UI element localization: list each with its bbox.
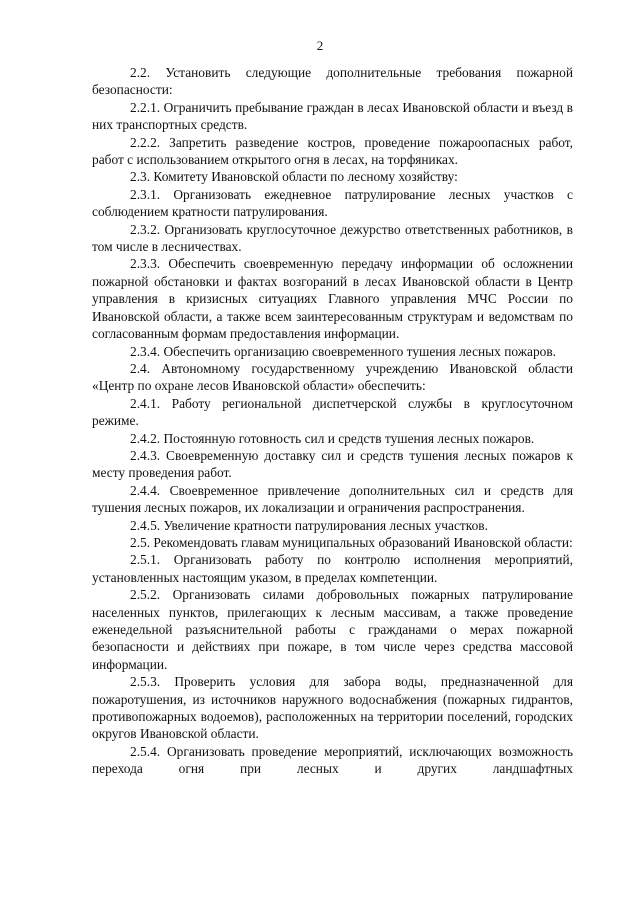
paragraph-2-5: 2.5. Рекомендовать главам муниципальных образований Ивановской области: bbox=[130, 534, 573, 550]
paragraph-2-4-5: 2.4.5. Увеличение кратности патрулирования лесных участков. bbox=[130, 517, 488, 533]
paragraph-2-5-4: 2.5.4. Организовать проведение мероприятий, исключающих возможность перехода огня при лесных и других ландшафтных bbox=[92, 743, 573, 777]
paragraph-2-3: 2.3. Комитету Ивановской области по лесному хозяйству: bbox=[130, 169, 458, 185]
paragraph-2-3-2: 2.3.2. Организовать круглосуточное дежурство ответственных работников, в том числе в лесничествах. bbox=[92, 221, 573, 255]
paragraph-2-3-1: 2.3.1. Организовать ежедневное патрулирование лесных участков с соблюдением кратности патрулирования. bbox=[92, 186, 573, 220]
paragraph-2-5-2: 2.5.2. Организовать силами добровольных пожарных патрулирование населенных пунктов, прилегающих к лесным массивам, а также проведение еженедельной разъяснительной работы с гражданами о мерах пожарной безопасности и действиях при пожаре, в том числе через средства массовой информации. bbox=[92, 587, 573, 672]
paragraph-2-3-4: 2.3.4. Обеспечить организацию своевременного тушения лесных пожаров. bbox=[130, 343, 557, 359]
paragraph-2-2: 2.2. Установить следующие дополнительные требования пожарной безопасности: bbox=[92, 65, 573, 98]
page-number: 2 bbox=[316, 38, 324, 53]
paragraph-2-4: 2.4. Автономному государственному учреждению Ивановской области «Центр по охране лесов Ивановской области» обеспечить: bbox=[92, 360, 573, 394]
paragraph-2-5-1: 2.5.1. Организовать работу по контролю исполнения мероприятий, установленных настоящим указом, в пределах компетенции. bbox=[92, 552, 573, 585]
paragraph-2-2-2: 2.2.2. Запретить разведение костров, проведение пожароопасных работ, работ с использованием открытого огня в лесах, на торфяниках. bbox=[92, 134, 573, 168]
paragraph-2-4-1: 2.4.1. Работу региональной диспетчерской службы в круглосуточном режиме. bbox=[92, 395, 573, 429]
paragraph-2-4-3: 2.4.3. Своевременную доставку сил и средств тушения лесных пожаров к месту проведения работ. bbox=[92, 447, 573, 481]
paragraph-2-2-1: 2.2.1. Ограничить пребывание граждан в лесах Ивановской области и въезд в них транспортных средств. bbox=[92, 99, 573, 133]
paragraph-2-4-4: 2.4.4. Своевременное привлечение дополнительных сил и средств для тушения лесных пожаров, их локализации и ограничения распространения. bbox=[92, 482, 573, 516]
paragraph-2-3-3: 2.3.3. Обеспечить своевременную передачу информации об осложнении пожарной обстановки и фактах возгораний в лесах Ивановской области в Центр управления в кризисных ситуациях Главного управления МЧС России по Ивановской области, а также всем заинтересованным структурам и ведомствам по согласованным формам предоставления информации. bbox=[92, 256, 573, 342]
paragraph-2-4-2: 2.4.2. Постоянную готовность сил и средств тушения лесных пожаров. bbox=[130, 430, 535, 446]
paragraph-2-5-3: 2.5.3. Проверить условия для забора воды, предназначенной для пожаротушения, из источников наружного водоснабжения (пожарных гидрантов, противопожарных водоемов), расположенных на территории поселений, городских округов Ивановской области. bbox=[92, 674, 573, 742]
document-body bbox=[92, 64, 573, 778]
